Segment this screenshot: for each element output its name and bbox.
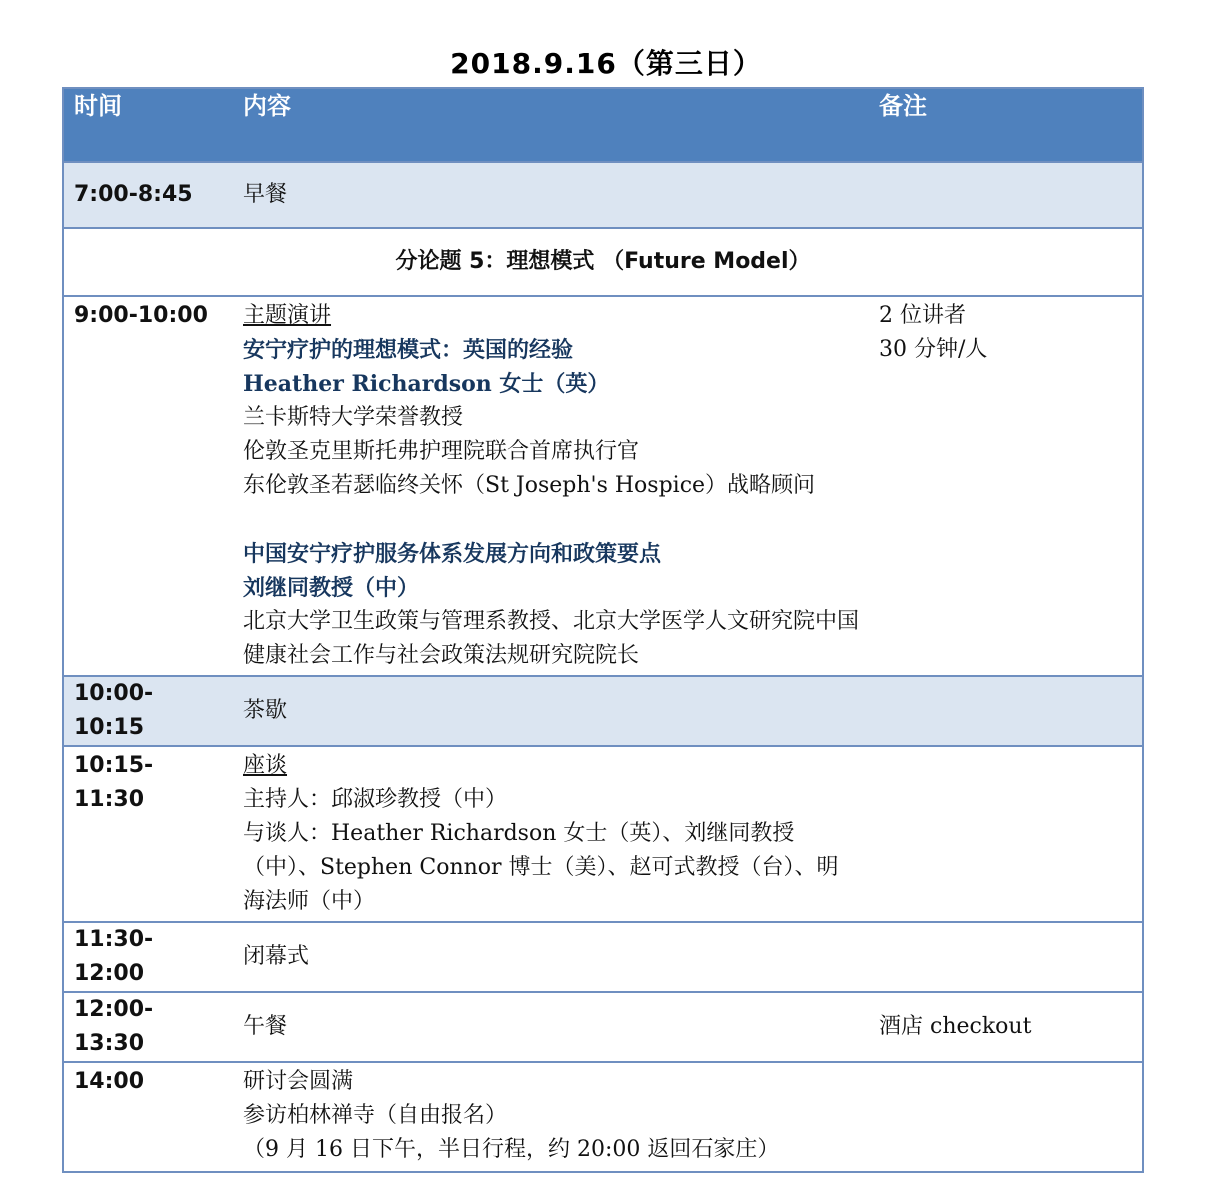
end-line: 研讨会圆满 — [243, 1069, 354, 1094]
table-row-panel — [63, 746, 1143, 922]
time-cell: 14:00 — [63, 1062, 233, 1172]
content-cell: 午餐 — [233, 992, 869, 1062]
note-cell — [869, 676, 1143, 746]
content-cell — [233, 1062, 869, 1172]
agenda-table — [62, 87, 1144, 1173]
panel-heading: 座谈 — [243, 753, 288, 778]
end-line: （9 月 16 日下午，半日行程，约 20:00 返回石家庄） — [243, 1137, 780, 1162]
header-time: 时间 — [63, 88, 233, 162]
panel-panelists: 与谈人：Heather Richardson 女士（英）、刘继同教授（中）、Stephen Connor 博士（美）、赵可式教授（台）、明海法师（中） — [243, 821, 839, 914]
content-cell — [233, 296, 869, 676]
talk1-bio-line: 兰卡斯特大学荣誉教授 — [243, 405, 464, 430]
panel-host: 主持人：邱淑珍教授（中） — [243, 787, 508, 812]
table-row-closing-visit — [63, 1062, 1143, 1172]
session-title: 分论题 5：理想模式 （Future Model） — [63, 228, 1143, 296]
document-title: 2018.9.16（第三日） — [450, 47, 762, 80]
table-row-breakfast — [63, 162, 1143, 228]
note-cell — [869, 746, 1143, 922]
note-cell — [869, 296, 1143, 676]
session-row — [63, 228, 1143, 296]
note-cell — [869, 922, 1143, 992]
time-cell: 12:00-13:30 — [63, 992, 233, 1062]
note-duration: 30 分钟/人 — [879, 337, 988, 362]
talk1-title: 安宁疗护的理想模式：英国的经验 — [243, 337, 574, 363]
keynote-heading: 主题演讲 — [243, 303, 332, 328]
content-cell: 茶歇 — [233, 676, 869, 746]
time-cell: 11:30-12:00 — [63, 922, 233, 992]
time-cell: 10:15-11:30 — [63, 746, 233, 922]
spacer — [243, 503, 859, 537]
talk2-bio: 北京大学卫生政策与管理系教授、北京大学医学人文研究院中国健康社会工作与社会政策法规研究院院长 — [243, 609, 860, 668]
talk1-speaker: Heather Richardson 女士（英） — [243, 371, 610, 397]
table-row-closing — [63, 922, 1143, 992]
talk1-bio-line: 伦敦圣克里斯托弗护理院联合首席执行官 — [243, 439, 640, 464]
table-header-row — [63, 88, 1143, 162]
time-cell: 10:00-10:15 — [63, 676, 233, 746]
table-row-tea-break — [63, 676, 1143, 746]
content-cell: 闭幕式 — [233, 922, 869, 992]
end-line: 参访柏林禅寺（自由报名） — [243, 1103, 508, 1128]
note-speakers: 2 位讲者 — [879, 303, 966, 328]
time-cell: 9:00-10:00 — [63, 296, 233, 676]
header-note: 备注 — [869, 88, 1143, 162]
note-cell — [869, 162, 1143, 228]
note-cell: 酒店 checkout — [869, 992, 1143, 1062]
talk2-title: 中国安宁疗护服务体系发展方向和政策要点 — [243, 541, 662, 567]
header-content: 内容 — [233, 88, 869, 162]
table-row-lunch — [63, 992, 1143, 1062]
table-row-keynote — [63, 296, 1143, 676]
talk2-speaker: 刘继同教授（中） — [243, 575, 420, 601]
talk1-bio-line: 东伦敦圣若瑟临终关怀（St Joseph's Hospice）战略顾问 — [243, 473, 816, 498]
note-cell — [869, 1062, 1143, 1172]
content-cell — [233, 746, 869, 922]
time-cell: 7:00-8:45 — [63, 162, 233, 228]
content-cell: 早餐 — [233, 162, 869, 228]
